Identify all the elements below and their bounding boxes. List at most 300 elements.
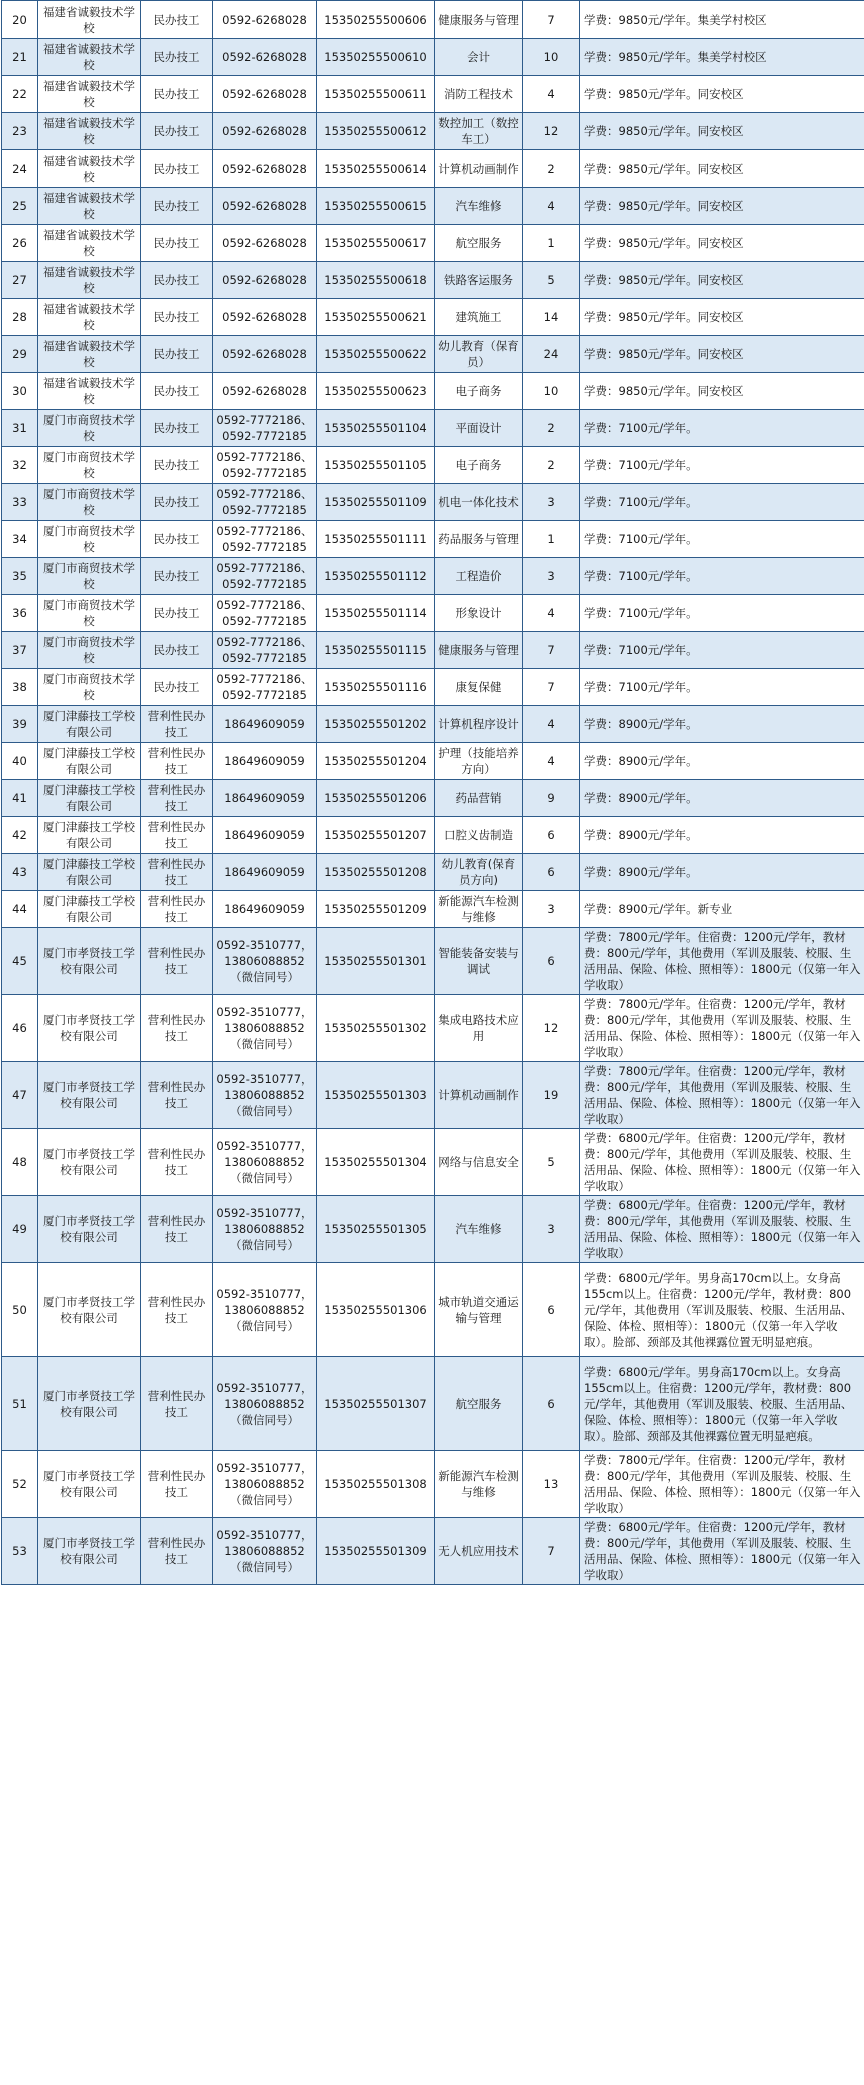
major-name: 电子商务 — [435, 447, 523, 484]
school-name: 厦门市商贸技术学校 — [38, 521, 141, 558]
contact-phone: 0592-3510777，13806088852（微信同号） — [213, 1518, 317, 1585]
plan-count: 13 — [523, 1451, 580, 1518]
table-row — [2, 1129, 864, 1196]
table-row — [2, 447, 864, 484]
contact-phone: 18649609059 — [213, 706, 317, 743]
major-name: 电子商务 — [435, 373, 523, 410]
school-name: 厦门津藤技工学校有限公司 — [38, 891, 141, 928]
remarks: 学费：7800元/学年。住宿费：1200元/学年，教材费：800元/学年，其他费用（军训及服装、校服、生活用品、保险、体检、照相等）：1800元（仅第一年入学收取） — [580, 995, 864, 1062]
table-row — [2, 299, 864, 336]
table-row — [2, 1196, 864, 1263]
school-name: 厦门市商贸技术学校 — [38, 632, 141, 669]
remarks: 学费：9850元/学年。同安校区 — [580, 336, 864, 373]
table-row — [2, 521, 864, 558]
major-name: 新能源汽车检测与维修 — [435, 891, 523, 928]
major-code: 15350255501111 — [317, 521, 435, 558]
remarks: 学费：9850元/学年。同安校区 — [580, 150, 864, 188]
remarks: 学费：9850元/学年。同安校区 — [580, 225, 864, 262]
table-row — [2, 262, 864, 299]
major-name: 航空服务 — [435, 225, 523, 262]
major-name: 幼儿教育（保育员） — [435, 336, 523, 373]
major-name: 消防工程技术 — [435, 76, 523, 113]
contact-phone: 0592-7772186、0592-7772185 — [213, 558, 317, 595]
school-name: 厦门市孝贤技工学校有限公司 — [38, 1451, 141, 1518]
row-number: 50 — [2, 1263, 38, 1357]
remarks: 学费：9850元/学年。集美学村校区 — [580, 1, 864, 39]
major-name: 药品服务与管理 — [435, 521, 523, 558]
school-name: 厦门市商贸技术学校 — [38, 595, 141, 632]
plan-count: 4 — [523, 188, 580, 225]
major-name: 形象设计 — [435, 595, 523, 632]
major-code: 15350255501208 — [317, 854, 435, 891]
plan-count: 4 — [523, 706, 580, 743]
school-type: 民办技工 — [141, 76, 213, 113]
major-code: 15350255500614 — [317, 150, 435, 188]
table-row — [2, 706, 864, 743]
remarks: 学费：6800元/学年。男身高170cm以上。女身高155cm以上。住宿费：1200元/学年，教材费：800元/学年，其他费用（军训及服装、校服、生活用品、保险、体检、照相等）：1800元（仅第一年入学收取）。脸部、颈部及其他裸露位置无明显疤痕。 — [580, 1263, 864, 1357]
table-body — [2, 1, 864, 1585]
major-name: 航空服务 — [435, 1357, 523, 1451]
remarks: 学费：8900元/学年。 — [580, 817, 864, 854]
plan-count: 7 — [523, 669, 580, 706]
major-code: 15350255501306 — [317, 1263, 435, 1357]
major-code: 15350255501202 — [317, 706, 435, 743]
row-number: 25 — [2, 188, 38, 225]
table-row — [2, 1451, 864, 1518]
table-row — [2, 336, 864, 373]
contact-phone: 0592-3510777，13806088852（微信同号） — [213, 995, 317, 1062]
major-name: 汽车维修 — [435, 1196, 523, 1263]
school-name: 福建省诚毅技术学校 — [38, 373, 141, 410]
school-name: 福建省诚毅技术学校 — [38, 299, 141, 336]
row-number: 21 — [2, 39, 38, 76]
table-row — [2, 113, 864, 150]
plan-count: 3 — [523, 484, 580, 521]
remarks: 学费：6800元/学年。住宿费：1200元/学年，教材费：800元/学年，其他费用（军训及服装、校服、生活用品、保险、体检、照相等）：1800元（仅第一年入学收取） — [580, 1129, 864, 1196]
major-code: 15350255501303 — [317, 1062, 435, 1129]
school-name: 厦门津藤技工学校有限公司 — [38, 706, 141, 743]
row-number: 37 — [2, 632, 38, 669]
major-code: 15350255501304 — [317, 1129, 435, 1196]
remarks: 学费：9850元/学年。同安校区 — [580, 299, 864, 336]
school-type: 营利性民办技工 — [141, 928, 213, 995]
row-number: 39 — [2, 706, 38, 743]
remarks: 学费：8900元/学年。新专业 — [580, 891, 864, 928]
school-name: 厦门市孝贤技工学校有限公司 — [38, 1129, 141, 1196]
school-name: 厦门市孝贤技工学校有限公司 — [38, 1518, 141, 1585]
school-name: 厦门市商贸技术学校 — [38, 410, 141, 447]
row-number: 27 — [2, 262, 38, 299]
row-number: 35 — [2, 558, 38, 595]
remarks: 学费：8900元/学年。 — [580, 706, 864, 743]
remarks: 学费：9850元/学年。同安校区 — [580, 76, 864, 113]
contact-phone: 0592-6268028 — [213, 188, 317, 225]
remarks: 学费：8900元/学年。 — [580, 743, 864, 780]
school-type: 营利性民办技工 — [141, 1062, 213, 1129]
school-name: 福建省诚毅技术学校 — [38, 113, 141, 150]
contact-phone: 0592-6268028 — [213, 150, 317, 188]
row-number: 23 — [2, 113, 38, 150]
school-type: 民办技工 — [141, 669, 213, 706]
table-row — [2, 891, 864, 928]
major-code: 15350255501112 — [317, 558, 435, 595]
table-row — [2, 817, 864, 854]
plan-count: 3 — [523, 1196, 580, 1263]
table-row — [2, 1, 864, 39]
plan-count: 7 — [523, 1518, 580, 1585]
school-type: 营利性民办技工 — [141, 1196, 213, 1263]
table-row — [2, 39, 864, 76]
contact-phone: 0592-6268028 — [213, 76, 317, 113]
plan-count: 3 — [523, 558, 580, 595]
major-name: 药品营销 — [435, 780, 523, 817]
plan-count: 5 — [523, 262, 580, 299]
plan-count: 5 — [523, 1129, 580, 1196]
major-name: 网络与信息安全 — [435, 1129, 523, 1196]
school-type: 民办技工 — [141, 373, 213, 410]
row-number: 33 — [2, 484, 38, 521]
plan-count: 6 — [523, 1263, 580, 1357]
school-name: 厦门市孝贤技工学校有限公司 — [38, 995, 141, 1062]
plan-count: 6 — [523, 817, 580, 854]
contact-phone: 18649609059 — [213, 780, 317, 817]
contact-phone: 0592-7772186、0592-7772185 — [213, 595, 317, 632]
major-code: 15350255501301 — [317, 928, 435, 995]
plan-count: 7 — [523, 1, 580, 39]
major-name: 数控加工（数控车工） — [435, 113, 523, 150]
school-type: 民办技工 — [141, 521, 213, 558]
school-type: 民办技工 — [141, 262, 213, 299]
plan-count: 19 — [523, 1062, 580, 1129]
major-name: 智能装备安装与调试 — [435, 928, 523, 995]
row-number: 29 — [2, 336, 38, 373]
school-name: 福建省诚毅技术学校 — [38, 150, 141, 188]
school-type: 民办技工 — [141, 336, 213, 373]
school-type: 民办技工 — [141, 225, 213, 262]
school-name: 厦门市孝贤技工学校有限公司 — [38, 928, 141, 995]
contact-phone: 0592-7772186、0592-7772185 — [213, 521, 317, 558]
school-type: 民办技工 — [141, 632, 213, 669]
major-code: 15350255501204 — [317, 743, 435, 780]
remarks: 学费：7800元/学年。住宿费：1200元/学年，教材费：800元/学年，其他费用（军训及服装、校服、生活用品、保险、体检、照相等）：1800元（仅第一年入学收取） — [580, 928, 864, 995]
remarks: 学费：9850元/学年。同安校区 — [580, 188, 864, 225]
plan-count: 24 — [523, 336, 580, 373]
major-name: 无人机应用技术 — [435, 1518, 523, 1585]
major-code: 15350255501302 — [317, 995, 435, 1062]
contact-phone: 0592-6268028 — [213, 262, 317, 299]
major-code: 15350255501309 — [317, 1518, 435, 1585]
row-number: 40 — [2, 743, 38, 780]
plan-count: 2 — [523, 410, 580, 447]
row-number: 20 — [2, 1, 38, 39]
table-row — [2, 484, 864, 521]
major-code: 15350255501207 — [317, 817, 435, 854]
row-number: 47 — [2, 1062, 38, 1129]
row-number: 30 — [2, 373, 38, 410]
row-number: 42 — [2, 817, 38, 854]
school-name: 福建省诚毅技术学校 — [38, 76, 141, 113]
plan-count: 4 — [523, 76, 580, 113]
row-number: 28 — [2, 299, 38, 336]
enrollment-table — [1, 0, 864, 1585]
school-name: 厦门市商贸技术学校 — [38, 558, 141, 595]
contact-phone: 18649609059 — [213, 743, 317, 780]
school-type: 营利性民办技工 — [141, 706, 213, 743]
plan-count: 10 — [523, 39, 580, 76]
table-row — [2, 995, 864, 1062]
contact-phone: 0592-6268028 — [213, 39, 317, 76]
row-number: 48 — [2, 1129, 38, 1196]
table-row — [2, 225, 864, 262]
major-code: 15350255501109 — [317, 484, 435, 521]
school-type: 营利性民办技工 — [141, 1518, 213, 1585]
school-type: 民办技工 — [141, 447, 213, 484]
plan-count: 10 — [523, 373, 580, 410]
plan-count: 2 — [523, 447, 580, 484]
remarks: 学费：7100元/学年。 — [580, 595, 864, 632]
remarks: 学费：7100元/学年。 — [580, 558, 864, 595]
major-name: 集成电路技术应用 — [435, 995, 523, 1062]
table-row — [2, 928, 864, 995]
contact-phone: 0592-3510777，13806088852（微信同号） — [213, 1451, 317, 1518]
school-name: 福建省诚毅技术学校 — [38, 336, 141, 373]
major-name: 汽车维修 — [435, 188, 523, 225]
major-name: 护理（技能培养方向） — [435, 743, 523, 780]
plan-count: 3 — [523, 891, 580, 928]
table-row — [2, 780, 864, 817]
school-name: 厦门市商贸技术学校 — [38, 447, 141, 484]
contact-phone: 0592-7772186、0592-7772185 — [213, 447, 317, 484]
table-row — [2, 410, 864, 447]
row-number: 52 — [2, 1451, 38, 1518]
major-name: 城市轨道交通运输与管理 — [435, 1263, 523, 1357]
school-type: 民办技工 — [141, 595, 213, 632]
major-code: 15350255500611 — [317, 76, 435, 113]
major-code: 15350255500622 — [317, 336, 435, 373]
table-row — [2, 558, 864, 595]
row-number: 46 — [2, 995, 38, 1062]
row-number: 34 — [2, 521, 38, 558]
school-type: 民办技工 — [141, 299, 213, 336]
major-code: 15350255501105 — [317, 447, 435, 484]
table-row — [2, 743, 864, 780]
school-type: 民办技工 — [141, 410, 213, 447]
major-code: 15350255500621 — [317, 299, 435, 336]
table-row — [2, 1062, 864, 1129]
major-name: 康复保健 — [435, 669, 523, 706]
major-code: 15350255501206 — [317, 780, 435, 817]
school-name: 福建省诚毅技术学校 — [38, 39, 141, 76]
row-number: 51 — [2, 1357, 38, 1451]
row-number: 32 — [2, 447, 38, 484]
major-code: 15350255501115 — [317, 632, 435, 669]
school-type: 营利性民办技工 — [141, 891, 213, 928]
major-name: 幼儿教育(保育员方向) — [435, 854, 523, 891]
school-name: 厦门市商贸技术学校 — [38, 669, 141, 706]
plan-count: 6 — [523, 928, 580, 995]
plan-count: 4 — [523, 595, 580, 632]
plan-count: 9 — [523, 780, 580, 817]
table-row — [2, 1357, 864, 1451]
contact-phone: 0592-3510777，13806088852（微信同号） — [213, 1129, 317, 1196]
plan-count: 4 — [523, 743, 580, 780]
major-name: 健康服务与管理 — [435, 632, 523, 669]
major-code: 15350255500618 — [317, 262, 435, 299]
major-name: 健康服务与管理 — [435, 1, 523, 39]
contact-phone: 0592-3510777，13806088852（微信同号） — [213, 928, 317, 995]
remarks: 学费：9850元/学年。同安校区 — [580, 262, 864, 299]
plan-count: 6 — [523, 854, 580, 891]
plan-count: 12 — [523, 995, 580, 1062]
remarks: 学费：7100元/学年。 — [580, 632, 864, 669]
contact-phone: 0592-7772186、0592-7772185 — [213, 632, 317, 669]
remarks: 学费：7800元/学年。住宿费：1200元/学年，教材费：800元/学年，其他费用（军训及服装、校服、生活用品、保险、体检、照相等）：1800元（仅第一年入学收取） — [580, 1062, 864, 1129]
row-number: 31 — [2, 410, 38, 447]
table-row — [2, 669, 864, 706]
major-name: 平面设计 — [435, 410, 523, 447]
contact-phone: 0592-7772186、0592-7772185 — [213, 484, 317, 521]
school-type: 民办技工 — [141, 113, 213, 150]
major-code: 15350255500612 — [317, 113, 435, 150]
school-type: 营利性民办技工 — [141, 1263, 213, 1357]
contact-phone: 0592-7772186、0592-7772185 — [213, 410, 317, 447]
plan-count: 14 — [523, 299, 580, 336]
school-name: 厦门市孝贤技工学校有限公司 — [38, 1062, 141, 1129]
contact-phone: 18649609059 — [213, 854, 317, 891]
major-name: 会计 — [435, 39, 523, 76]
row-number: 43 — [2, 854, 38, 891]
row-number: 36 — [2, 595, 38, 632]
school-name: 厦门市商贸技术学校 — [38, 484, 141, 521]
row-number: 41 — [2, 780, 38, 817]
row-number: 53 — [2, 1518, 38, 1585]
major-code: 15350255501209 — [317, 891, 435, 928]
remarks: 学费：7800元/学年。住宿费：1200元/学年，教材费：800元/学年，其他费用（军训及服装、校服、生活用品、保险、体检、照相等）：1800元（仅第一年入学收取） — [580, 1451, 864, 1518]
school-type: 营利性民办技工 — [141, 1451, 213, 1518]
plan-count: 1 — [523, 521, 580, 558]
major-code: 15350255501114 — [317, 595, 435, 632]
school-type: 营利性民办技工 — [141, 743, 213, 780]
school-type: 民办技工 — [141, 1, 213, 39]
row-number: 44 — [2, 891, 38, 928]
table-row — [2, 1518, 864, 1585]
remarks: 学费：9850元/学年。同安校区 — [580, 373, 864, 410]
major-name: 计算机动画制作 — [435, 150, 523, 188]
table-row — [2, 76, 864, 113]
major-code: 15350255501104 — [317, 410, 435, 447]
major-name: 机电一体化技术 — [435, 484, 523, 521]
school-type: 民办技工 — [141, 150, 213, 188]
plan-count: 1 — [523, 225, 580, 262]
remarks: 学费：7100元/学年。 — [580, 447, 864, 484]
major-code: 15350255501308 — [317, 1451, 435, 1518]
school-name: 厦门津藤技工学校有限公司 — [38, 743, 141, 780]
major-name: 计算机程序设计 — [435, 706, 523, 743]
table-row — [2, 595, 864, 632]
contact-phone: 0592-6268028 — [213, 225, 317, 262]
remarks: 学费：6800元/学年。男身高170cm以上。女身高155cm以上。住宿费：1200元/学年，教材费：800元/学年，其他费用（军训及服装、校服、生活用品、保险、体检、照相等）：1800元（仅第一年入学收取）。脸部、颈部及其他裸露位置无明显疤痕。 — [580, 1357, 864, 1451]
remarks: 学费：7100元/学年。 — [580, 521, 864, 558]
row-number: 45 — [2, 928, 38, 995]
remarks: 学费：8900元/学年。 — [580, 854, 864, 891]
school-name: 厦门津藤技工学校有限公司 — [38, 780, 141, 817]
table-row — [2, 373, 864, 410]
contact-phone: 0592-3510777，13806088852（微信同号） — [213, 1357, 317, 1451]
contact-phone: 0592-6268028 — [213, 336, 317, 373]
major-code: 15350255500606 — [317, 1, 435, 39]
school-name: 厦门津藤技工学校有限公司 — [38, 817, 141, 854]
school-name: 福建省诚毅技术学校 — [38, 1, 141, 39]
remarks: 学费：8900元/学年。 — [580, 780, 864, 817]
school-name: 福建省诚毅技术学校 — [38, 188, 141, 225]
table-row — [2, 854, 864, 891]
remarks: 学费：9850元/学年。集美学村校区 — [580, 39, 864, 76]
contact-phone: 0592-3510777，13806088852（微信同号） — [213, 1062, 317, 1129]
school-type: 民办技工 — [141, 39, 213, 76]
school-name: 福建省诚毅技术学校 — [38, 225, 141, 262]
major-name: 计算机动画制作 — [435, 1062, 523, 1129]
row-number: 49 — [2, 1196, 38, 1263]
contact-phone: 0592-6268028 — [213, 299, 317, 336]
school-type: 营利性民办技工 — [141, 780, 213, 817]
plan-count: 6 — [523, 1357, 580, 1451]
major-name: 工程造价 — [435, 558, 523, 595]
school-name: 厦门市孝贤技工学校有限公司 — [38, 1263, 141, 1357]
remarks: 学费：7100元/学年。 — [580, 669, 864, 706]
plan-count: 12 — [523, 113, 580, 150]
school-name: 厦门市孝贤技工学校有限公司 — [38, 1357, 141, 1451]
school-name: 厦门市孝贤技工学校有限公司 — [38, 1196, 141, 1263]
school-type: 民办技工 — [141, 188, 213, 225]
remarks: 学费：6800元/学年。住宿费：1200元/学年，教材费：800元/学年，其他费用（军训及服装、校服、生活用品、保险、体检、照相等）：1800元（仅第一年入学收取） — [580, 1196, 864, 1263]
table-row — [2, 632, 864, 669]
row-number: 22 — [2, 76, 38, 113]
major-code: 15350255501307 — [317, 1357, 435, 1451]
major-name: 建筑施工 — [435, 299, 523, 336]
contact-phone: 0592-3510777，13806088852（微信同号） — [213, 1196, 317, 1263]
school-type: 民办技工 — [141, 558, 213, 595]
school-type: 营利性民办技工 — [141, 1357, 213, 1451]
contact-phone: 18649609059 — [213, 817, 317, 854]
contact-phone: 0592-7772186、0592-7772185 — [213, 669, 317, 706]
major-code: 15350255500623 — [317, 373, 435, 410]
school-name: 福建省诚毅技术学校 — [38, 262, 141, 299]
major-name: 铁路客运服务 — [435, 262, 523, 299]
table-row — [2, 150, 864, 188]
school-type: 营利性民办技工 — [141, 995, 213, 1062]
school-type: 营利性民办技工 — [141, 1129, 213, 1196]
remarks: 学费：9850元/学年。同安校区 — [580, 113, 864, 150]
plan-count: 2 — [523, 150, 580, 188]
row-number: 26 — [2, 225, 38, 262]
major-code: 15350255501305 — [317, 1196, 435, 1263]
table-row — [2, 1263, 864, 1357]
contact-phone: 0592-6268028 — [213, 373, 317, 410]
major-code: 15350255500615 — [317, 188, 435, 225]
table-row — [2, 188, 864, 225]
major-code: 15350255501116 — [317, 669, 435, 706]
remarks: 学费：7100元/学年。 — [580, 410, 864, 447]
remarks: 学费：6800元/学年。住宿费：1200元/学年，教材费：800元/学年，其他费用（军训及服装、校服、生活用品、保险、体检、照相等）：1800元（仅第一年入学收取） — [580, 1518, 864, 1585]
major-code: 15350255500610 — [317, 39, 435, 76]
major-name: 新能源汽车检测与维修 — [435, 1451, 523, 1518]
contact-phone: 0592-6268028 — [213, 1, 317, 39]
major-name: 口腔义齿制造 — [435, 817, 523, 854]
row-number: 24 — [2, 150, 38, 188]
major-code: 15350255500617 — [317, 225, 435, 262]
school-name: 厦门津藤技工学校有限公司 — [38, 854, 141, 891]
school-type: 民办技工 — [141, 484, 213, 521]
